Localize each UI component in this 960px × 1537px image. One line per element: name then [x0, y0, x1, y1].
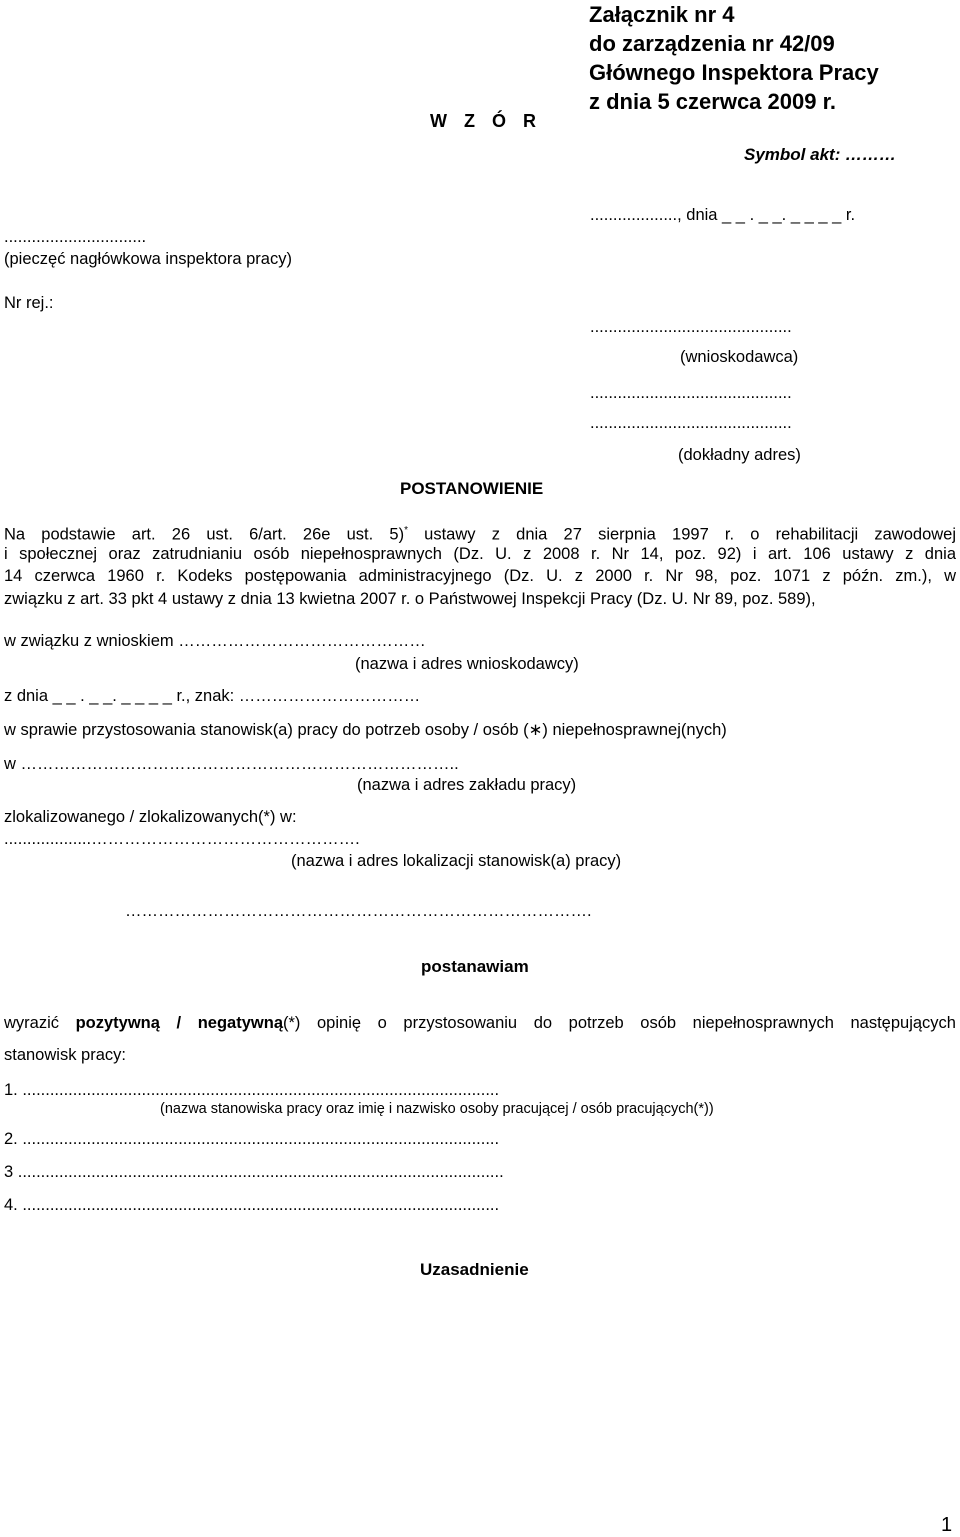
opinion-line-2: stanowisk pracy:: [4, 1046, 126, 1064]
symbol-akt: Symbol akt: ………: [744, 145, 897, 164]
located-label: zlokalizowanego / zlokalizowanych(*) w:: [4, 808, 297, 826]
legal-basis-line: związku z art. 33 pkt 4 ustawy z dnia 13 kwietna 2007 r. o Państwowej Inspekcji Pracy (Dz. U. Nr 89, poz. 589),: [4, 589, 816, 608]
request-label: (nazwa i adres wnioskodawcy): [355, 655, 579, 673]
annex-title-line: z dnia 5 czerwca 2009 r.: [589, 89, 837, 114]
opinion-text: wyrazić: [4, 1014, 76, 1032]
justification-heading: Uzasadnienie: [420, 1260, 529, 1279]
position-item: 2. ........................................................................................................: [4, 1130, 500, 1148]
wzor-label: W Z Ó R: [430, 111, 542, 131]
annex-title-line: do zarządzenia nr 42/09: [589, 31, 835, 56]
applicant-label: (wnioskodawca): [680, 348, 799, 366]
workplace-line: w ……………………………………………………………………..: [4, 755, 459, 773]
decision-word: postanawiam: [421, 957, 529, 976]
legal-basis-line: [4, 520, 956, 543]
address-dots: ............................................: [590, 414, 792, 432]
annex-title: [589, 0, 879, 116]
place-date-line: ..................., dnia _ _ . _ _. _ _ _ _ r.: [590, 206, 856, 224]
workplace-label: (nazwa i adres zakładu pracy): [357, 776, 577, 794]
position-item: 4. ........................................................................................................: [4, 1196, 500, 1214]
address-label: (dokładny adres): [678, 446, 801, 464]
opinion-text: (*) opinię o przystosowaniu do potrzeb osób niepełnosprawnych następujących: [283, 1014, 956, 1032]
request-date: z dnia _ _ . _ _. _ _ _ _ r., znak: ……………………………: [4, 687, 421, 705]
option-separator: /: [159, 1014, 198, 1032]
request-line: w związku z wnioskiem ………………………………………: [4, 632, 426, 650]
document-title: POSTANOWIENIE: [400, 479, 544, 498]
legal-basis-text: ustawy z dnia 27 sierpnia 1997 r. o rehabilitacji zawodowej: [407, 525, 956, 543]
legal-basis: [4, 520, 956, 610]
negative-option: negatywną: [197, 1014, 283, 1032]
applicant-dots: ............................................: [590, 318, 792, 336]
page-number: 1: [941, 1514, 953, 1536]
positions-label: (nazwa stanowiska pracy oraz imię i nazwisko osoby pracującej / osób pracujących(*)): [160, 1101, 714, 1117]
matter-line: w sprawie przystosowania stanowisk(a) pracy do potrzeb osoby / osób (∗) niepełnosprawnej(nych): [4, 721, 727, 739]
nr-rej-label: Nr rej.:: [4, 294, 54, 312]
location-line: ...................………………………………………….: [4, 830, 360, 848]
stamp-dots: ...............................: [4, 228, 147, 246]
legal-basis-line: 14 czerwca 1960 r. Kodeks postępowania administracyjnego (Dz. U. z 2000 r. Nr 98, poz. 1071 z późn. zm.), w: [4, 567, 956, 585]
opinion-line: [4, 1014, 956, 1033]
address-dots: ............................................: [590, 384, 792, 402]
position-item: 3 ..........................................................................................................: [4, 1163, 504, 1181]
legal-basis-text: Na podstawie art. 26 ust. 6/art. 26e ust. 5): [4, 525, 405, 543]
location-label: (nazwa i adres lokalizacji stanowisk(a) pracy): [291, 852, 622, 870]
location-line-2: ………………………………………………………………………….: [125, 902, 592, 920]
stamp-label: (pieczęć nagłówkowa inspektora pracy): [4, 250, 292, 268]
legal-basis-line: i społecznej oraz zatrudnianiu osób niepełnosprawnych (Dz. U. z 2008 r. Nr 14, poz. 92) i art. 106 ustawy z dnia: [4, 544, 956, 563]
position-item: 1. ........................................................................................................: [4, 1081, 500, 1099]
positive-option: pozytywną: [75, 1014, 160, 1032]
annex-title-line: Głównego Inspektora Pracy: [589, 60, 879, 85]
footnote-marker: *: [404, 525, 408, 536]
annex-title-line: Załącznik nr 4: [589, 2, 735, 27]
